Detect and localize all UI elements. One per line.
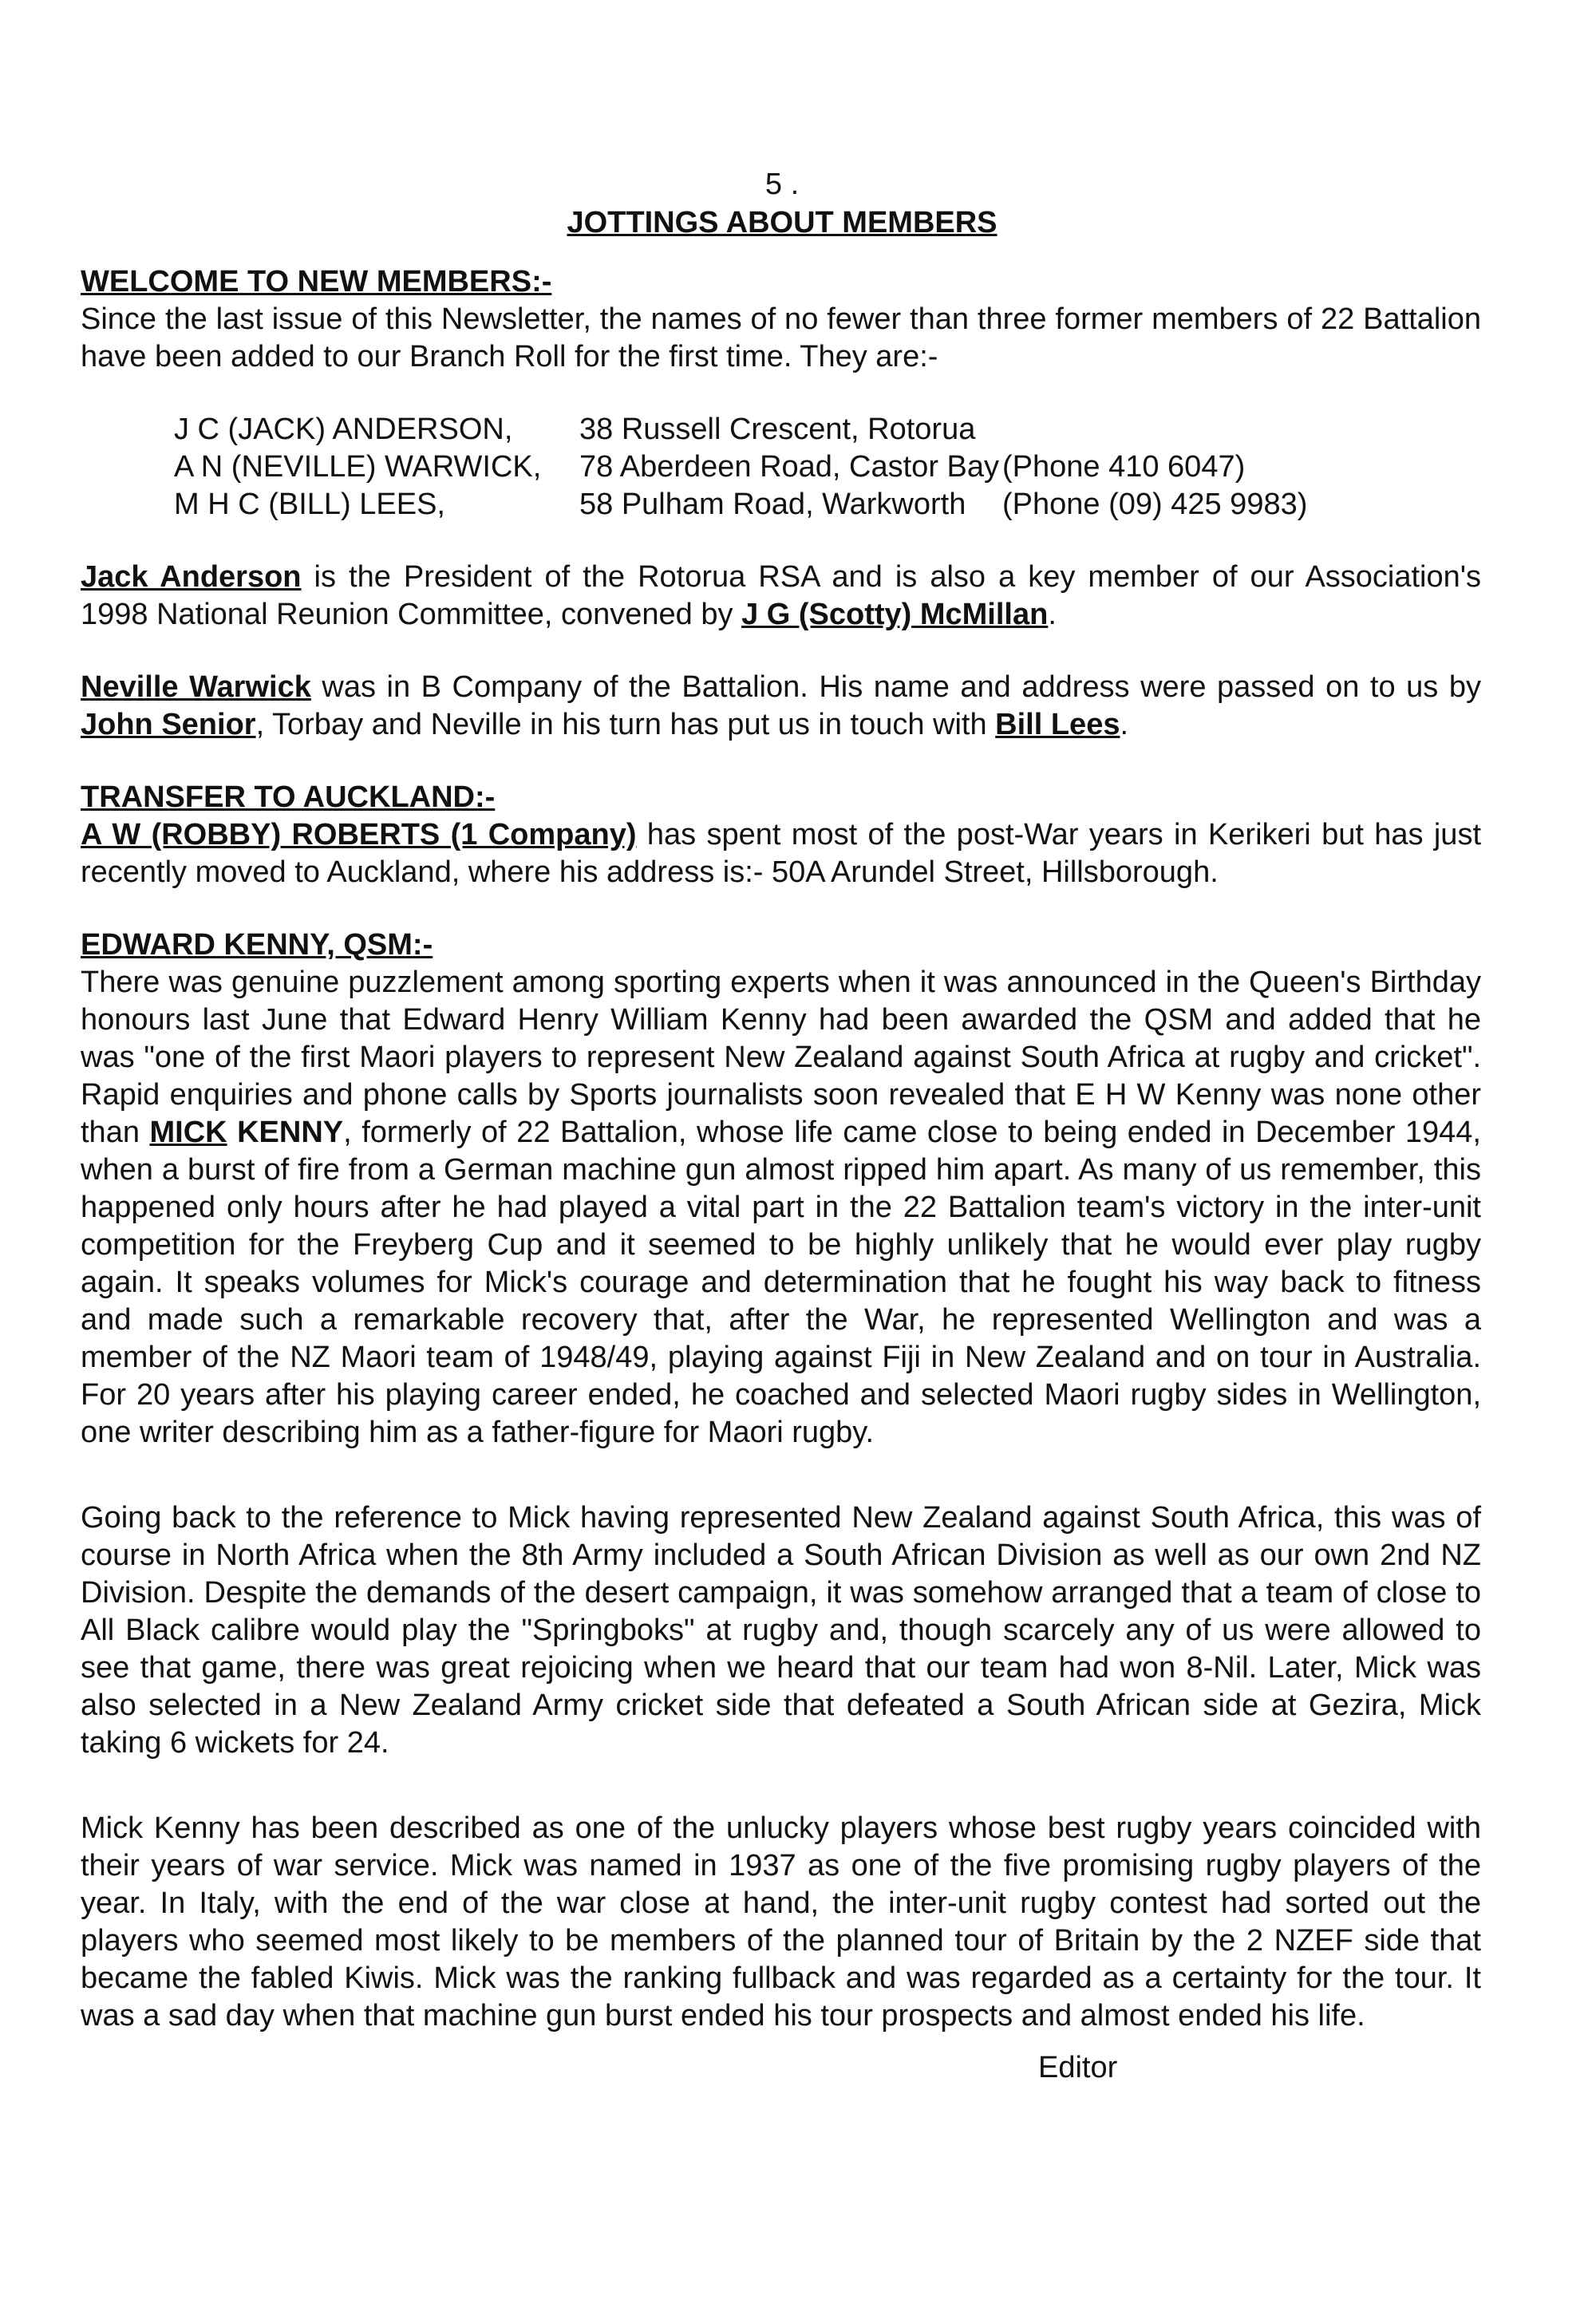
kenny-section <box>81 926 1481 2087</box>
kenny-heading: EDWARD KENNY, QSM:- <box>81 928 433 962</box>
person-name: John Senior <box>81 708 256 741</box>
transfer-heading: TRANSFER TO AUCKLAND:- <box>81 780 496 814</box>
person-name: Jack Anderson <box>81 560 302 594</box>
member-row <box>174 448 1481 486</box>
member-phone: (Phone (09) 425 9983) <box>1002 488 1308 521</box>
person-name: Bill Lees <box>995 708 1120 741</box>
paragraph-text: . <box>1120 708 1129 741</box>
kenny-paragraph-3: Mick Kenny has been described as one of the unlucky players whose best rugby years coincided with their years of war service. Mick was named in 1937 as one of the five promising rugby players of the year. In Italy, with the end of the war close at hand, the inter-unit rugby contest had sorted out the players who seemed most likely to be members of the planned tour of Britain by the 2 NZEF side that became the fabled Kiwis. Mick was the ranking fullback and was regarded as a certainty for the tour. It was a sad day when that machine gun burst ended his tour prospects and almost ended his life. <box>81 1811 1481 2033</box>
member-name: J C (JACK) ANDERSON, <box>174 413 513 446</box>
page-content <box>81 263 1481 2087</box>
transfer-section <box>81 779 1481 891</box>
transfer-paragraph <box>81 816 1481 891</box>
editor-signature: Editor <box>1038 2051 1118 2084</box>
page-number: 5 . <box>764 168 800 201</box>
member-row <box>174 411 1481 448</box>
member-name: M H C (BILL) LEES, <box>174 488 445 521</box>
member-name: A N (NEVILLE) WARWICK, <box>174 450 542 484</box>
kenny-paragraph-1 <box>81 964 1481 1452</box>
paragraph-text: has spent most of the post-War years in Kerikeri but has just recently moved to Auckland, where his address is:- 50A Arundel Street, Hillsborough. <box>81 818 1481 889</box>
person-name: J G (Scotty) McMillan <box>741 598 1049 631</box>
member-address: 58 Pulham Road, Warkworth <box>579 488 966 521</box>
member-phone: (Phone 410 6047) <box>1002 450 1246 484</box>
person-name-surname: KENNY <box>227 1116 344 1149</box>
kenny-paragraph-2: Going back to the reference to Mick having represented New Zealand against South Africa, this was of course in North Africa when the 8th Army included a South African Division as well as our own 2nd NZ Division. Despite the demands of the desert campaign, it was somehow arranged that a team of close to All Black calibre would play the "Springboks" at rugby and, though scarcely any of us were allowed to see that game, there was great rejoicing when we heard that our team had won 8-Nil. Later, Mick was also selected in a New Zealand Army cricket side that defeated a South African side at Gezira, Mick taking 6 wickets for 24. <box>81 1501 1481 1760</box>
paragraph-text: , formerly of 22 Battalion, whose life came close to being ended in December 1944, when a burst of fire from a German machine gun almost ripped him apart. As many of us remember, this happened only hours after he had played a vital part in the 22 Battalion team's victory in the inter-unit competition for the Freyberg Cup and it seemed to be highly unlikely that he would ever play rugby again. It speaks volumes for Mick's courage and determination that he fought his way back to fitness and made such a remarkable recovery that, after the War, he represented Wellington and was a member of the NZ Maori team of 1948/49, playing against Fiji in New Zealand and on tour in Australia. For 20 years after his playing career ended, he coached and selected Maori rugby sides in Wellington, one writer describing him as a father-figure for Maori rugby. <box>81 1116 1481 1449</box>
paragraph-text: There was genuine puzzlement among sporting experts when it was announced in the Queen's Birthday honours last June that Edward Henry William Kenny had been awarded the QSM and added that he was "one of the first Maori players to represent New Zealand against South Africa at rugby and cricket". Rapid enquiries and phone calls by Sports journalists soon revealed that E H W Kenny was none other than <box>81 966 1481 1149</box>
new-members-list <box>174 411 1481 523</box>
member-address: 78 Aberdeen Road, Castor Bay <box>579 450 1000 484</box>
welcome-heading: WELCOME TO NEW MEMBERS:- <box>81 265 552 298</box>
person-name: A W (ROBBY) ROBERTS (1 Company) <box>81 818 637 851</box>
warwick-paragraph <box>81 669 1481 744</box>
paragraph-text: is the President of the Rotorua RSA and is also a key member of our Association's 1998 National Reunion Committee, convened by <box>81 560 1481 631</box>
member-address: 38 Russell Crescent, Rotorua <box>579 413 976 446</box>
paragraph-text: was in B Company of the Battalion. His name and address were passed on to us by <box>310 670 1481 704</box>
person-name: Neville Warwick <box>81 670 311 704</box>
welcome-intro: Since the last issue of this Newsletter, the names of no fewer than three former members of 22 Battalion have been added to our Branch Roll for the first time. They are:- <box>81 302 1481 373</box>
person-name: MICK <box>149 1116 227 1149</box>
anderson-paragraph <box>81 559 1481 634</box>
paragraph-text: , Torbay and Neville in his turn has put us in touch with <box>255 708 996 741</box>
page-title: JOTTINGS ABOUT MEMBERS <box>567 206 998 239</box>
paragraph-text: . <box>1048 598 1057 631</box>
member-row <box>174 486 1481 523</box>
welcome-section <box>81 263 1481 744</box>
